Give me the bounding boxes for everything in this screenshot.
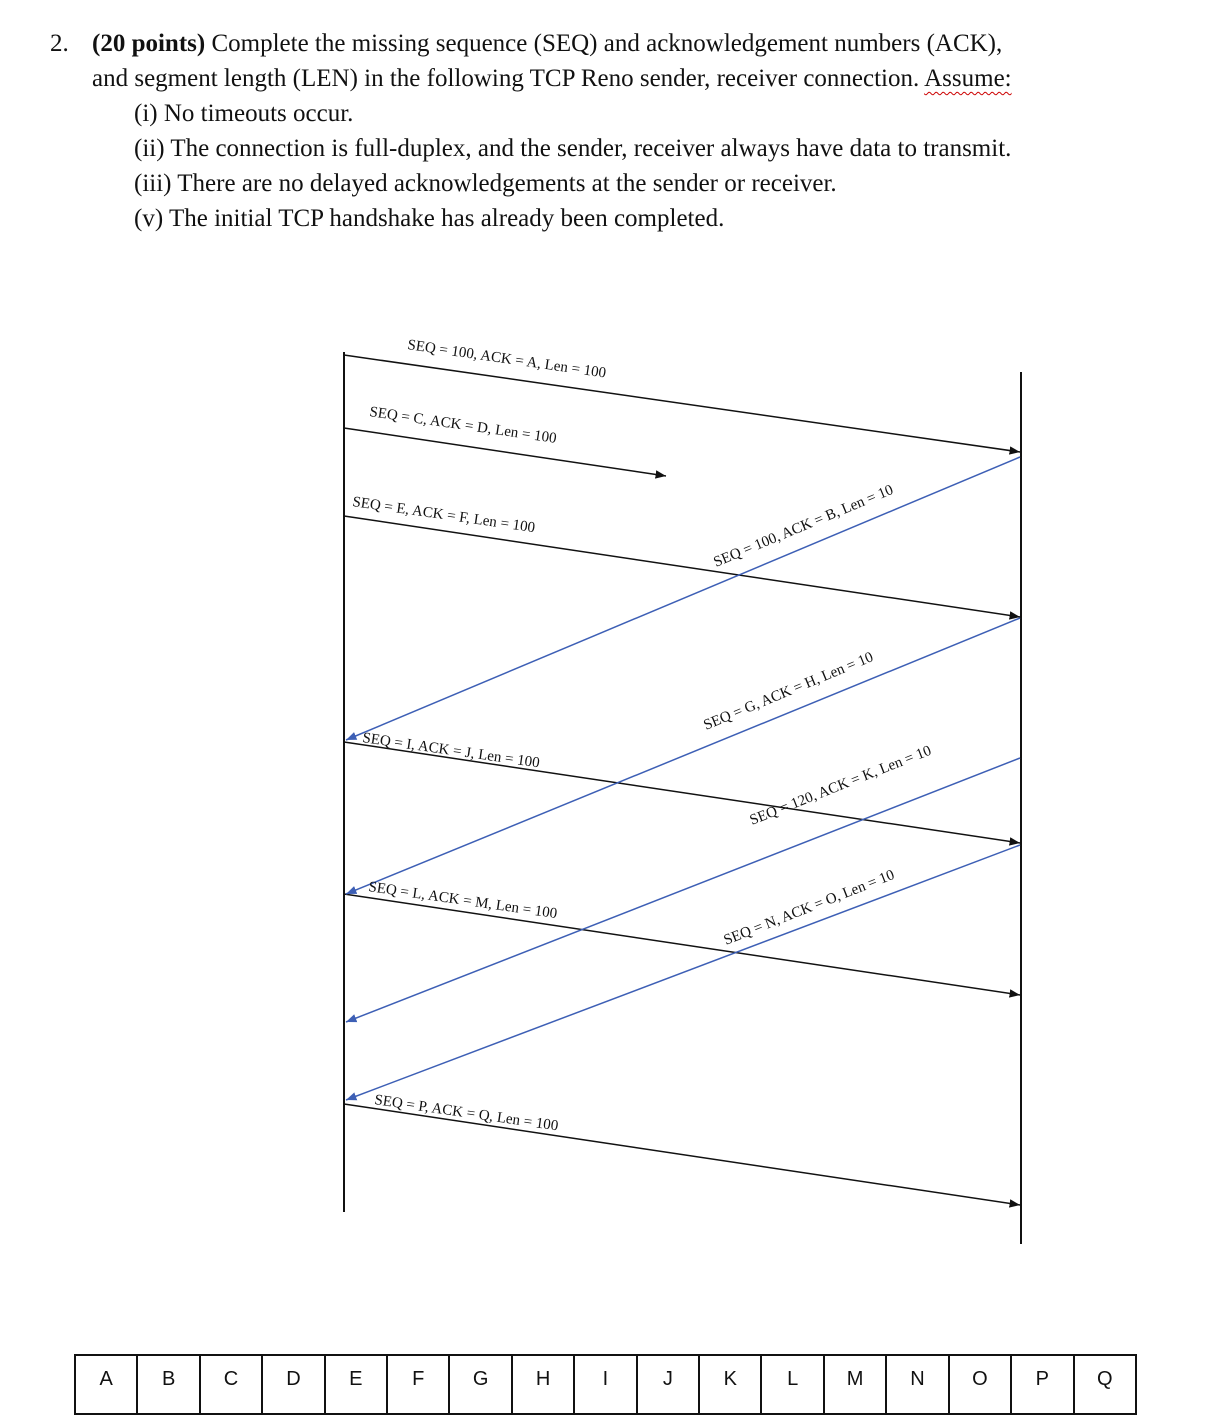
answer-cell: L [761,1355,823,1414]
answer-cell: K [699,1355,761,1414]
answer-cell: P [1011,1355,1073,1414]
message-label-7: SEQ = 120, ACK = K, Len = 10 [747,742,934,829]
message-label-8: SEQ = L, ACK = M, Len = 100 [367,879,559,923]
assume-word: Assume: [924,65,1012,92]
answer-row [75,1355,1136,1414]
assumption-item: (iii) There are no delayed acknowledgements at the sender or receiver. [134,170,837,197]
assumption-item: (i) No timeouts occur. [134,100,354,127]
answer-cell: N [886,1355,948,1414]
question-number: 2. [50,30,69,57]
message-label-1: SEQ = 100, ACK = A, Len = 100 [406,337,608,382]
answer-cell: G [449,1355,511,1414]
answer-cell: C [200,1355,262,1414]
message-arrow-9 [346,845,1020,1100]
assumption-item: (v) The initial TCP handshake has already been completed. [134,205,725,232]
message-label-3: SEQ = E, ACK = F, Len = 100 [351,494,537,537]
message-arrow-10 [344,1104,1020,1205]
message-label-6: SEQ = I, ACK = J, Len = 100 [361,730,541,772]
message-label-9: SEQ = N, ACK = O, Len = 10 [721,867,897,949]
answer-cell: F [387,1355,449,1414]
answer-cell: M [824,1355,886,1414]
answer-table [74,1354,1137,1415]
message-arrow-3 [344,516,1020,617]
question-points: (20 points) [92,30,206,57]
assumption-item: (ii) The connection is full-duplex, and the sender, receiver always have data to transmit. [134,135,1012,162]
answer-cell: H [512,1355,574,1414]
answer-cell: I [574,1355,636,1414]
question-text-line-1: Complete the missing sequence (SEQ) and acknowledgement numbers (ACK), [205,30,1003,57]
answer-cell: B [137,1355,199,1414]
message-arrow-8 [344,894,1020,995]
message-arrow-4 [346,457,1020,740]
message-label-2: SEQ = C, ACK = D, Len = 100 [368,404,558,447]
question-text-line-2: and segment length (LEN) in the following TCP Reno sender, receiver connection. [92,65,925,92]
message-label-4: SEQ = 100, ACK = B, Len = 10 [711,482,896,571]
answer-cell: Q [1074,1355,1137,1414]
answer-cell: A [75,1355,137,1414]
answer-cell: O [949,1355,1011,1414]
message-label-5: SEQ = G, ACK = H, Len = 10 [701,649,876,734]
answer-cell: E [325,1355,387,1414]
message-arrow-1 [344,355,1020,452]
message-label-10: SEQ = P, ACK = Q, Len = 100 [373,1092,560,1135]
answer-cell: D [262,1355,324,1414]
answer-cell: J [637,1355,699,1414]
